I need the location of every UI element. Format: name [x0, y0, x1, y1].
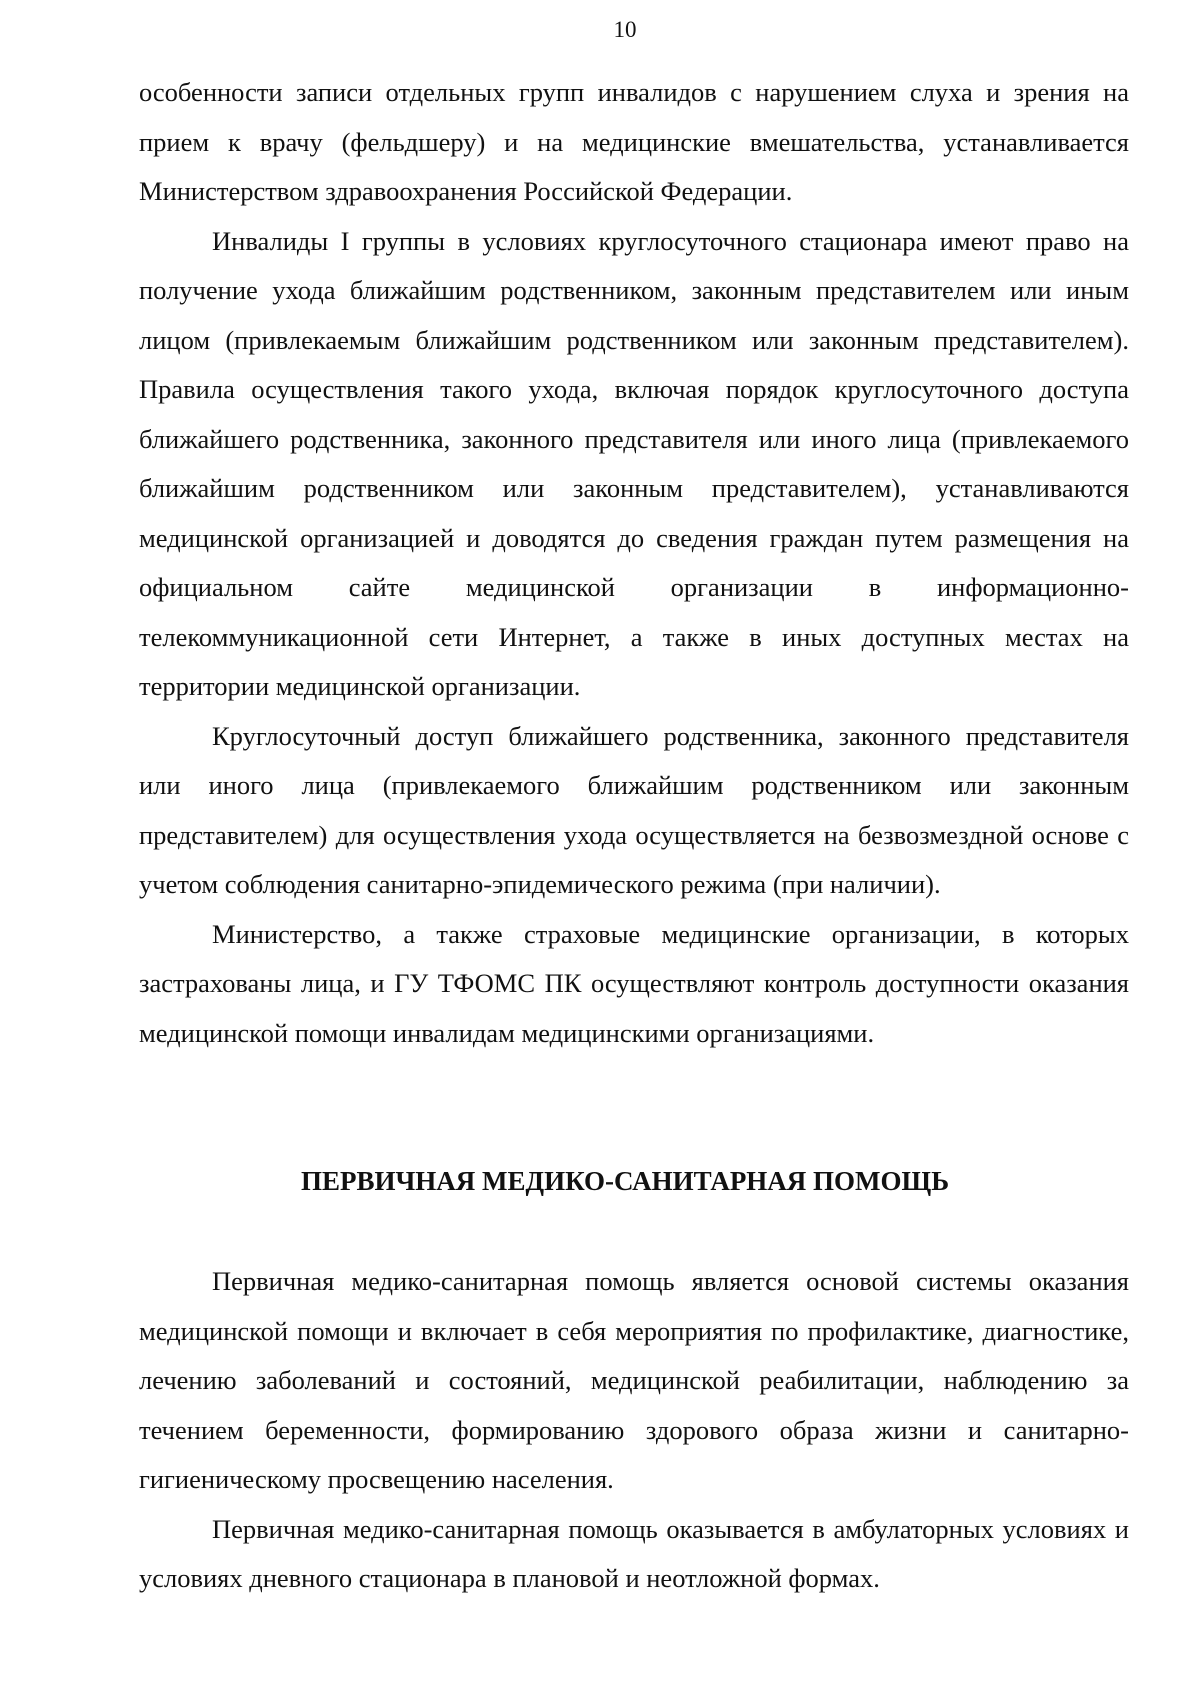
paragraph-round-the-clock-access: Круглосуточный доступ ближайшего родственника, законного представителя или иного лица (привлекаемого ближайшим родственником или законным представителем) для осуществления ухода осуществляется на безвозмездной основе с учетом соблюдения санитарно-эпидемического режима (при наличии). — [139, 720, 1129, 899]
paragraph-continuation: особенности записи отдельных групп инвалидов с нарушением слуха и зрения на прием к врачу (фельдшеру) и на медицинские вмешательства, устанавливается Министерством здравоохранения Российской Федерации. — [139, 77, 1129, 206]
paragraph-primary-care-forms: Первичная медико-санитарная помощь оказывается в амбулаторных условиях и условиях дневного стационара в плановой и неотложной формах. — [139, 1513, 1129, 1593]
body-text-lower — [139, 1257, 1129, 1604]
paragraph-primary-care-definition: Первичная медико-санитарная помощь является основой системы оказания медицинской помощи и включает в себя мероприятия по профилактике, диагностике, лечению заболеваний и состояний, медицинской реабилитации, наблюдению за течением беременности, формированию здорового образа жизни и санитарно-гигиеническому просвещению населения. — [139, 1266, 1129, 1494]
section-heading: ПЕРВИЧНАЯ МЕДИКО-САНИТАРНАЯ ПОМОЩЬ — [300, 1166, 950, 1196]
paragraph-accessibility-control: Министерство, а также страховые медицинские организации, в которых застрахованы лица, и ГУ ТФОМС ПК осуществляют контроль доступности оказания медицинской помощи инвалидам медицинскими организациями. — [139, 918, 1129, 1048]
paragraph-caregiver-rights: Инвалиды I группы в условиях круглосуточного стационара имеют право на получение ухода ближайшим родственником, законным представителем или иным лицом (привлекаемым ближайшим родственником или законным представителем). Правила осуществления такого ухода, включая порядок круглосуточного доступа ближайшего родственника, законного представителя или иного лица (привлекаемого ближайшим родственником или законным представителем), устанавливаются медицинской организацией и доводятся до сведения граждан путем размещения на официальном сайте медицинской организации в информационно-телекоммуникационной сети Интернет, а также в иных доступных местах на территории медицинской организации. — [139, 225, 1129, 701]
page-number: 10 — [613, 17, 637, 42]
body-text-upper — [139, 68, 1129, 1058]
